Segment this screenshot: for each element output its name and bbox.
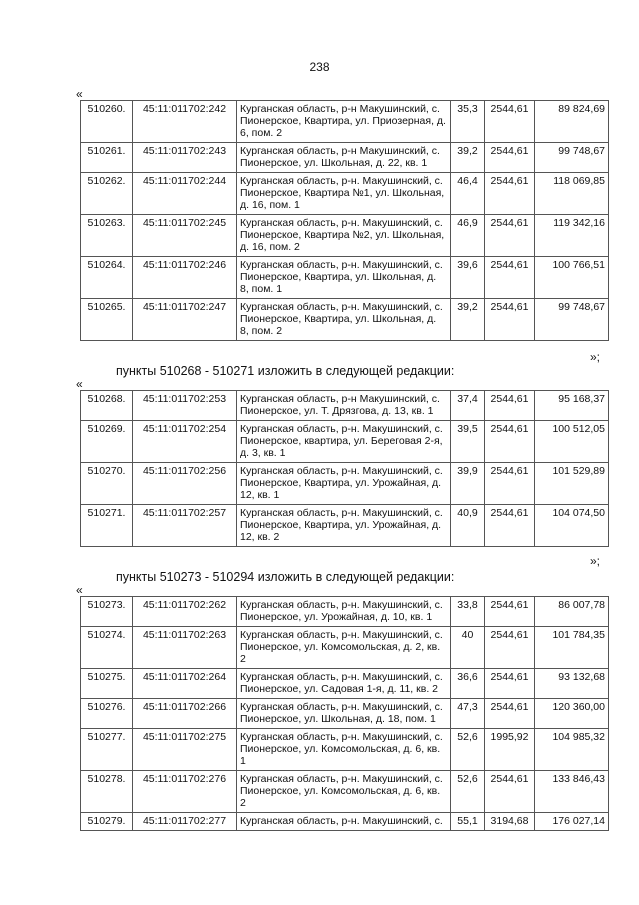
rate-cell: 2544,61 [485, 101, 535, 143]
area-cell: 39,5 [451, 421, 485, 463]
cadastral-number-cell: 45:11:011702:254 [133, 421, 237, 463]
rate-cell: 2544,61 [485, 669, 535, 699]
area-cell: 39,2 [451, 143, 485, 173]
table-row [81, 597, 609, 627]
cadastral-value-cell: 100 512,05 [535, 421, 609, 463]
row-number-cell: 510264. [81, 257, 133, 299]
rate-cell: 2544,61 [485, 257, 535, 299]
cadastral-value-cell: 89 824,69 [535, 101, 609, 143]
rate-cell: 2544,61 [485, 391, 535, 421]
row-number-cell: 510271. [81, 505, 133, 547]
address-cell: Курганская область, р-н Макушинский, с. Пионерское, ул. Т. Дрязгова, д. 13, кв. 1 [237, 391, 451, 421]
cadastral-value-cell: 93 132,68 [535, 669, 609, 699]
cadastral-value-cell: 176 027,14 [535, 813, 609, 831]
row-number-cell: 510269. [81, 421, 133, 463]
area-cell: 39,9 [451, 463, 485, 505]
cadastral-value-cell: 100 766,51 [535, 257, 609, 299]
address-cell: Курганская область, р-н. Макушинский, с. Пионерское, Квартира №2, ул. Школьная, д. 16, пом. 2 [237, 215, 451, 257]
page-number: 238 [309, 60, 330, 74]
area-cell: 52,6 [451, 729, 485, 771]
cadastral-value-cell: 119 342,16 [535, 215, 609, 257]
address-cell: Курганская область, р-н. Макушинский, с. Пионерское, Квартира, ул. Школьная, д. 8, пом. 1 [237, 257, 451, 299]
address-cell: Курганская область, р-н. Макушинский, с. Пионерское, ул. Комсомольская, д. 2, кв. 2 [237, 627, 451, 669]
row-number-cell: 510273. [81, 597, 133, 627]
address-cell: Курганская область, р-н. Макушинский, с. Пионерское, Квартира, ул. Урожайная, д. 12, кв. 2 [237, 505, 451, 547]
address-cell: Курганская область, р-н Макушинский, с. Пионерское, Квартира, ул. Приозерная, д. 6, пом. 2 [237, 101, 451, 143]
table-row [81, 257, 609, 299]
row-number-cell: 510278. [81, 771, 133, 813]
cadastral-table-2 [80, 390, 609, 547]
area-cell: 39,6 [451, 257, 485, 299]
cadastral-number-cell: 45:11:011702:276 [133, 771, 237, 813]
area-cell: 40,9 [451, 505, 485, 547]
address-cell: Курганская область, р-н. Макушинский, с. Пионерское, квартира, ул. Береговая 2-я, д. 3, кв. 1 [237, 421, 451, 463]
row-number-cell: 510263. [81, 215, 133, 257]
address-cell: Курганская область, р-н. Макушинский, с. Пионерское, Квартира, ул. Школьная, д. 8, пом. 2 [237, 299, 451, 341]
address-cell: Курганская область, р-н Макушинский, с. Пионерское, ул. Школьная, д. 22, кв. 1 [237, 143, 451, 173]
rate-cell: 2544,61 [485, 627, 535, 669]
address-cell: Курганская область, р-н. Макушинский, с. Пионерское, ул. Школьная, д. 18, пом. 1 [237, 699, 451, 729]
cadastral-table-3 [80, 596, 609, 831]
address-cell: Курганская область, р-н. Макушинский, с. Пионерское, ул. Комсомольская, д. 6, кв. 1 [237, 729, 451, 771]
address-cell: Курганская область, р-н. Макушинский, с. Пионерское, ул. Комсомольская, д. 6, кв. 2 [237, 771, 451, 813]
area-cell: 46,9 [451, 215, 485, 257]
row-number-cell: 510274. [81, 627, 133, 669]
cadastral-number-cell: 45:11:011702:256 [133, 463, 237, 505]
cadastral-value-cell: 133 846,43 [535, 771, 609, 813]
row-number-cell: 510276. [81, 699, 133, 729]
row-number-cell: 510261. [81, 143, 133, 173]
table-row [81, 813, 609, 831]
table-row [81, 627, 609, 669]
row-number-cell: 510265. [81, 299, 133, 341]
rate-cell: 2544,61 [485, 771, 535, 813]
cadastral-value-cell: 101 784,35 [535, 627, 609, 669]
close-quote: »; [590, 350, 601, 364]
area-cell: 55,1 [451, 813, 485, 831]
rate-cell: 2544,61 [485, 463, 535, 505]
row-number-cell: 510270. [81, 463, 133, 505]
area-cell: 47,3 [451, 699, 485, 729]
row-number-cell: 510260. [81, 101, 133, 143]
cadastral-number-cell: 45:11:011702:245 [133, 215, 237, 257]
rate-cell: 2544,61 [485, 597, 535, 627]
cadastral-number-cell: 45:11:011702:262 [133, 597, 237, 627]
cadastral-number-cell: 45:11:011702:275 [133, 729, 237, 771]
table-row [81, 669, 609, 699]
open-quote: « [76, 377, 83, 391]
row-number-cell: 510268. [81, 391, 133, 421]
cadastral-number-cell: 45:11:011702:242 [133, 101, 237, 143]
row-number-cell: 510279. [81, 813, 133, 831]
table-row [81, 299, 609, 341]
table-row [81, 699, 609, 729]
table-row [81, 463, 609, 505]
rate-cell: 2544,61 [485, 505, 535, 547]
table-row [81, 215, 609, 257]
rate-cell: 2544,61 [485, 299, 535, 341]
area-cell: 46,4 [451, 173, 485, 215]
open-quote: « [76, 87, 83, 101]
area-cell: 35,3 [451, 101, 485, 143]
cadastral-value-cell: 120 360,00 [535, 699, 609, 729]
table-row [81, 729, 609, 771]
table-row [81, 143, 609, 173]
cadastral-number-cell: 45:11:011702:277 [133, 813, 237, 831]
close-quote: »; [590, 554, 601, 568]
amendment-instruction: пункты 510268 - 510271 изложить в следующей редакции: [116, 364, 455, 378]
cadastral-number-cell: 45:11:011702:266 [133, 699, 237, 729]
cadastral-number-cell: 45:11:011702:244 [133, 173, 237, 215]
area-cell: 37,4 [451, 391, 485, 421]
cadastral-number-cell: 45:11:011702:247 [133, 299, 237, 341]
table-row [81, 421, 609, 463]
row-number-cell: 510262. [81, 173, 133, 215]
table-row [81, 101, 609, 143]
cadastral-number-cell: 45:11:011702:253 [133, 391, 237, 421]
table-row [81, 771, 609, 813]
table-row [81, 505, 609, 547]
address-cell: Курганская область, р-н. Макушинский, с. Пионерское, ул. Урожайная, д. 10, кв. 1 [237, 597, 451, 627]
rate-cell: 2544,61 [485, 143, 535, 173]
address-cell: Курганская область, р-н. Макушинский, с. [237, 813, 451, 831]
cadastral-number-cell: 45:11:011702:264 [133, 669, 237, 699]
area-cell: 39,2 [451, 299, 485, 341]
amendment-instruction: пункты 510273 - 510294 изложить в следующей редакции: [116, 570, 455, 584]
cadastral-value-cell: 101 529,89 [535, 463, 609, 505]
area-cell: 36,6 [451, 669, 485, 699]
address-cell: Курганская область, р-н. Макушинский, с. Пионерское, Квартира, ул. Урожайная, д. 12, кв. 1 [237, 463, 451, 505]
area-cell: 52,6 [451, 771, 485, 813]
cadastral-value-cell: 118 069,85 [535, 173, 609, 215]
area-cell: 40 [451, 627, 485, 669]
rate-cell: 1995,92 [485, 729, 535, 771]
cadastral-value-cell: 99 748,67 [535, 143, 609, 173]
row-number-cell: 510275. [81, 669, 133, 699]
cadastral-number-cell: 45:11:011702:246 [133, 257, 237, 299]
row-number-cell: 510277. [81, 729, 133, 771]
rate-cell: 3194,68 [485, 813, 535, 831]
cadastral-value-cell: 99 748,67 [535, 299, 609, 341]
cadastral-value-cell: 95 168,37 [535, 391, 609, 421]
open-quote: « [76, 583, 83, 597]
cadastral-value-cell: 86 007,78 [535, 597, 609, 627]
cadastral-table-1 [80, 100, 609, 341]
cadastral-number-cell: 45:11:011702:257 [133, 505, 237, 547]
rate-cell: 2544,61 [485, 421, 535, 463]
cadastral-value-cell: 104 074,50 [535, 505, 609, 547]
rate-cell: 2544,61 [485, 173, 535, 215]
table-row [81, 173, 609, 215]
rate-cell: 2544,61 [485, 215, 535, 257]
cadastral-number-cell: 45:11:011702:243 [133, 143, 237, 173]
rate-cell: 2544,61 [485, 699, 535, 729]
cadastral-number-cell: 45:11:011702:263 [133, 627, 237, 669]
area-cell: 33,8 [451, 597, 485, 627]
cadastral-value-cell: 104 985,32 [535, 729, 609, 771]
address-cell: Курганская область, р-н. Макушинский, с. Пионерское, ул. Садовая 1-я, д. 11, кв. 2 [237, 669, 451, 699]
address-cell: Курганская область, р-н. Макушинский, с. Пионерское, Квартира №1, ул. Школьная, д. 16, пом. 1 [237, 173, 451, 215]
table-row [81, 391, 609, 421]
